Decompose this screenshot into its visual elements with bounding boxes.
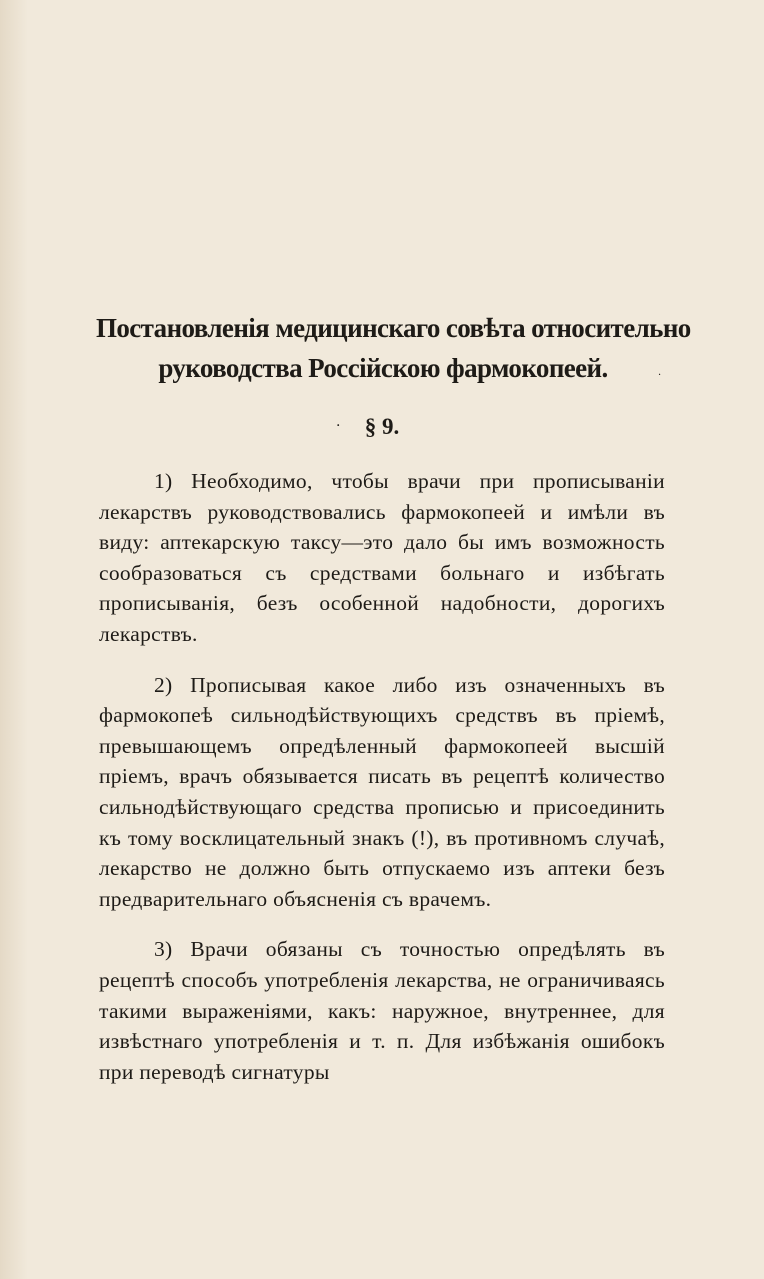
paragraph-2: 2) Прописывая какое либо изъ означенныхъ въ фармокопеѣ сильнодѣйствующихъ средствъ въ пріемѣ, превышающемъ опредѣленный фармокопеей высшій пріемъ, врачъ обязывается писать въ рецептѣ количество сильнодѣйствующаго средства прописью и присоединить къ тому восклицательный знакъ (!), въ противномъ случаѣ, лекарство не должно быть отпускаемо изъ аптеки безъ предварительнаго объясненія съ врачемъ. (99, 672, 665, 911)
title-line-2: руководства Россійскою фармокопеей. (158, 353, 608, 383)
stray-dot: · (336, 418, 341, 434)
title-line-1: Постановленія медицинскаго совѣта относительно (96, 313, 691, 343)
paragraph-1: 1) Необходимо, чтобы врачи при прописываніи лекарствъ руководствовались фармокопеей и имѣли въ виду: аптекарскую таксу—это дало бы имъ возможность сообразоваться съ средствами больнаго и избѣгать прописыванія, безъ особенной надобности, дорогихъ лекарствъ. (99, 469, 665, 646)
paragraph-3: 3) Врачи обязаны съ точностью опредѣлять въ рецептѣ способъ употребленія лекарства, не ограничиваясь такими выраженіями, какъ: наружное, внутреннее, для извѣстнаго употребленія и т. п. Для избѣжанія ошибокъ при переводѣ сигнатуры (99, 937, 665, 1084)
section-mark: § 9. (364, 414, 400, 439)
stray-dot: · (658, 370, 662, 381)
document-title (96, 308, 691, 388)
body-text (99, 466, 665, 1107)
page-edge-shadow (0, 0, 28, 1279)
